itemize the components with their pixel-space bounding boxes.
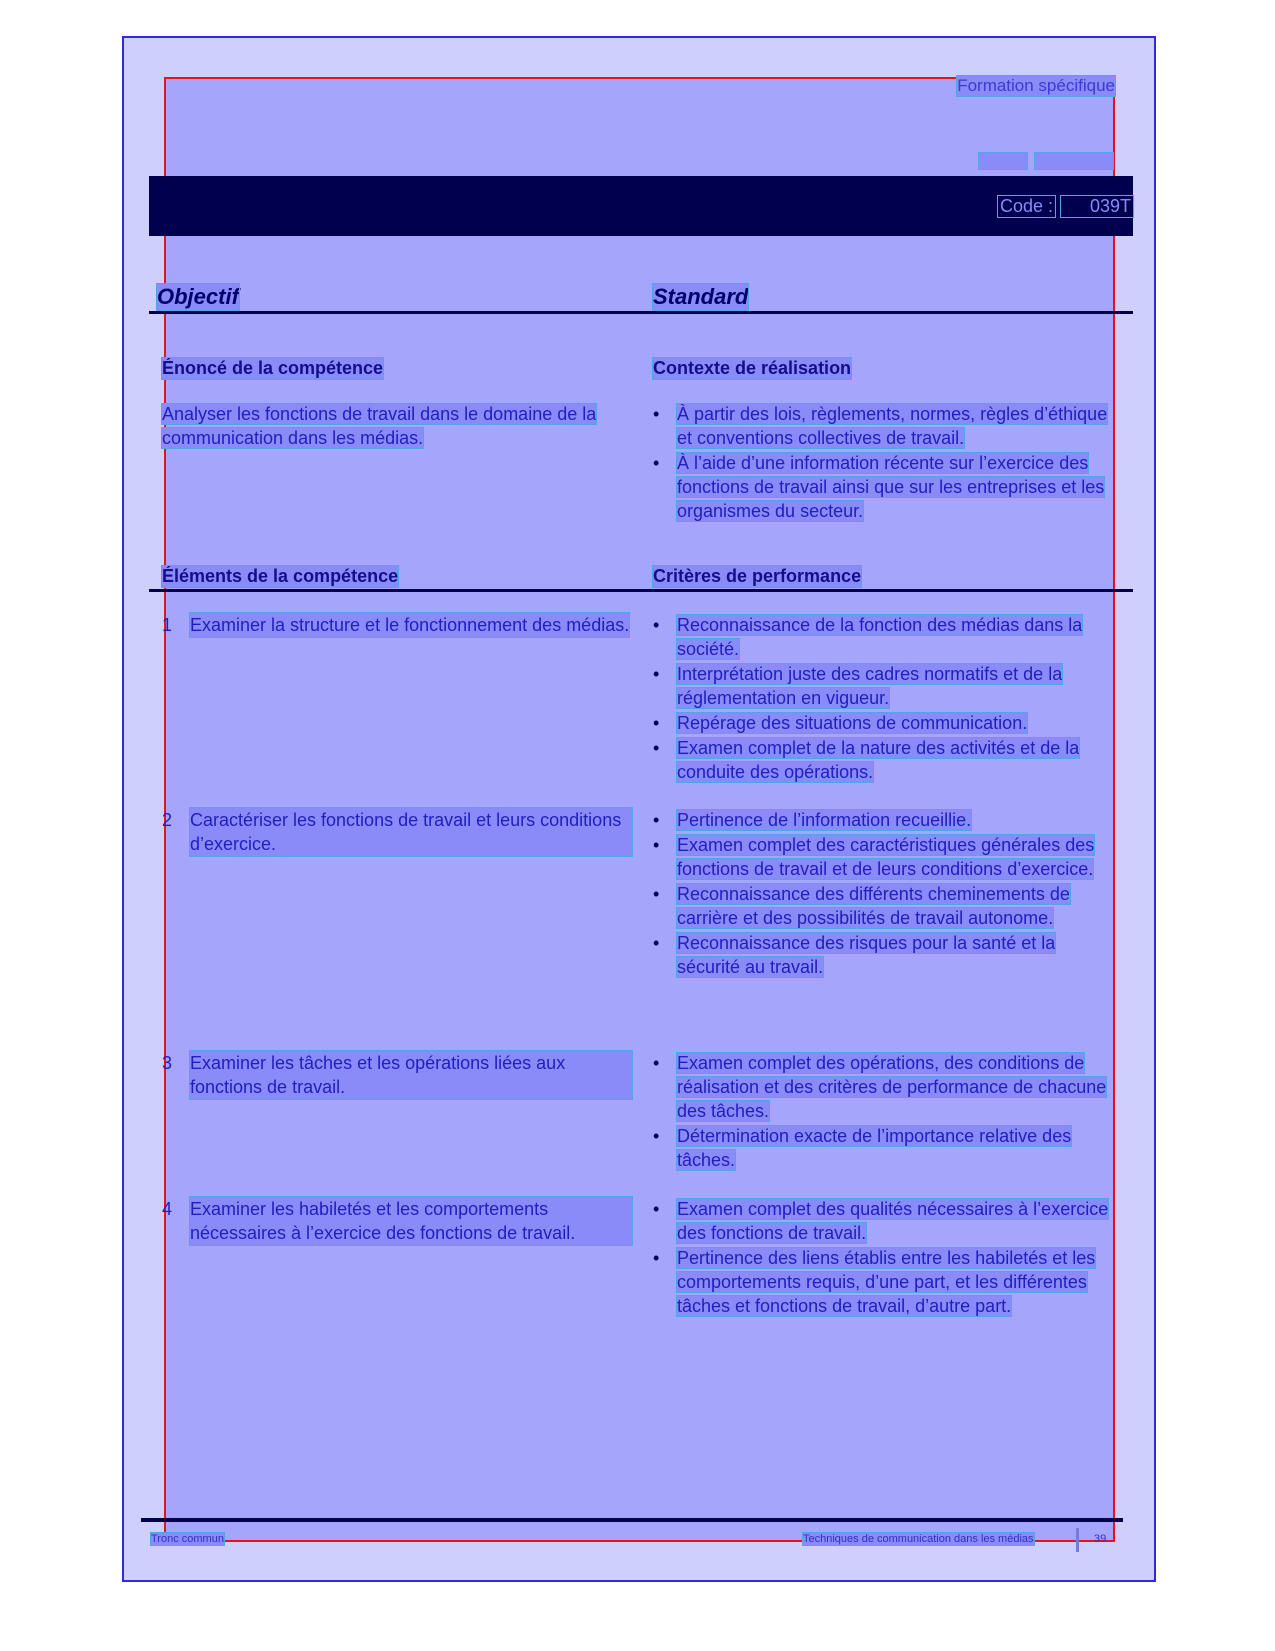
competence-statement: Analyser les fonctions de travail dans le domaine de la communication dans les médias. (162, 404, 597, 448)
context-item: • À l’aide d’une information récente sur l’exercice des fonctions de travail ainsi que sur les entreprises et les organismes du secteur. (653, 451, 1113, 523)
blank-field (978, 152, 1028, 170)
context-list (653, 402, 1113, 524)
criteria-item: • Pertinence de l’information recueillie. (653, 808, 1113, 832)
criteria-item: • Examen complet des qualités nécessaires à l’exercice des fonctions de travail. (653, 1197, 1113, 1245)
element-1 (162, 613, 632, 637)
competence-text (162, 402, 612, 450)
title-banner (149, 176, 1133, 236)
criteria-item: • Reconnaissance des risques pour la santé et la sécurité au travail. (653, 931, 1113, 979)
element-text: Examiner la structure et le fonctionnement des médias. (190, 615, 630, 635)
section-label: Formation spécifique (957, 76, 1115, 95)
element-3 (162, 1051, 632, 1099)
element-number: 2 (162, 810, 173, 830)
criteria-list-1 (653, 613, 1113, 785)
element-text: Examiner les tâches et les opérations liées aux fonctions de travail. (190, 1051, 632, 1099)
elements-heading: Éléments de la compétence (162, 566, 399, 586)
competence-heading: Énoncé de la compétence (162, 358, 384, 378)
criteria-list-2 (653, 808, 1113, 980)
element-number: 3 (162, 1053, 173, 1073)
context-heading: Contexte de réalisation (653, 358, 852, 378)
criteria-heading: Critères de performance (653, 566, 862, 586)
footer-right: Techniques de communication dans les médias (803, 1533, 1034, 1545)
criteria-item: • Examen complet de la nature des activités et de la conduite des opérations. (653, 736, 1113, 784)
objectif-title: Objectif (157, 284, 239, 309)
element-text: Examiner les habiletés et les comportements nécessaires à l’exercice des fonctions de travail. (190, 1197, 632, 1245)
criteria-item: • Examen complet des caractéristiques générales des fonctions de travail et de leurs conditions d’exercice. (653, 833, 1113, 881)
criteria-item: • Reconnaissance de la fonction des médias dans la société. (653, 613, 1113, 661)
criteria-item: • Examen complet des opérations, des conditions de réalisation et des critères de performance de chacune des tâches. (653, 1051, 1113, 1123)
criteria-item: • Interprétation juste des cadres normatifs et de la réglementation en vigueur. (653, 662, 1113, 710)
element-2 (162, 808, 632, 856)
element-number: 4 (162, 1199, 173, 1219)
criteria-item: • Repérage des situations de communication. (653, 711, 1113, 735)
page-number: 39 (1094, 1533, 1107, 1545)
element-text: Caractériser les fonctions de travail et leurs conditions d’exercice. (190, 808, 632, 856)
header-blank-fields (978, 152, 1114, 170)
standard-title: Standard (653, 284, 749, 309)
criteria-item: • Reconnaissance des différents cheminements de carrière et des possibilités de travail autonome. (653, 882, 1113, 930)
criteria-item: • Pertinence des liens établis entre les habiletés et les comportements requis, d’une part, et les différentes tâches et fonctions de travail, d’autre part. (653, 1246, 1113, 1318)
footer-rule (141, 1518, 1123, 1522)
element-4 (162, 1197, 632, 1245)
title-rule (149, 311, 1133, 314)
section-rule (149, 589, 1133, 592)
context-item: • À partir des lois, règlements, normes, règles d’éthique et conventions collectives de travail. (653, 402, 1113, 450)
criteria-item: • Détermination exacte de l’importance relative des tâches. (653, 1124, 1113, 1172)
code-value: 039T (1061, 196, 1133, 217)
criteria-list-3 (653, 1051, 1113, 1173)
footer-left: Tronc commun (151, 1533, 224, 1545)
footer-separator (1076, 1528, 1079, 1552)
criteria-list-4 (653, 1197, 1113, 1319)
code-label: Code : (999, 196, 1053, 216)
code-block (998, 196, 1133, 217)
element-number: 1 (162, 615, 173, 635)
blank-field (1034, 152, 1114, 170)
